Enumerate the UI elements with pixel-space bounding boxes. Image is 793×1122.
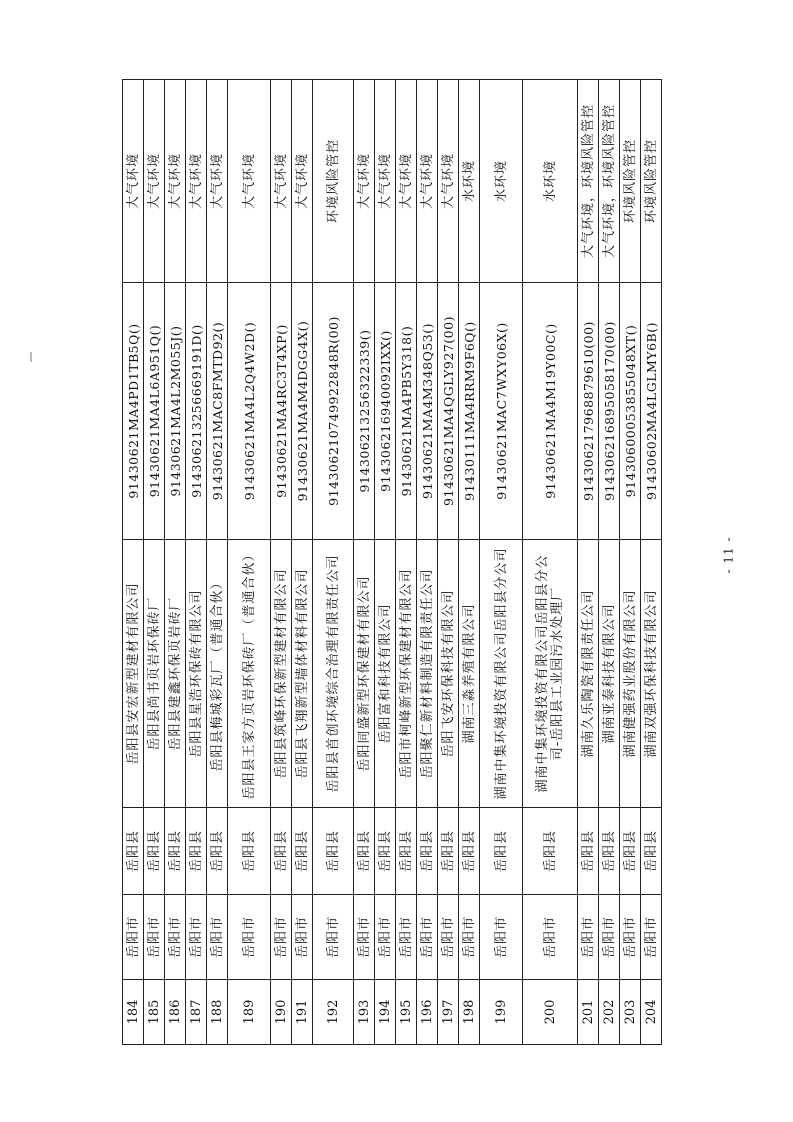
page-number: - 11 - [721, 536, 736, 574]
row-number: 192 [313, 980, 354, 1045]
county-cell: 岳阳县 [186, 808, 207, 895]
county-cell: 岳阳县 [417, 808, 438, 895]
environment-type: 大气环境 [165, 80, 186, 283]
city-cell: 岳阳市 [438, 895, 459, 980]
county-cell: 岳阳县 [292, 808, 313, 895]
row-number: 194 [375, 980, 396, 1045]
city-cell: 岳阳市 [144, 895, 165, 980]
environment-type: 大气环境，环境风险管控 [578, 80, 599, 283]
row-number: 201 [578, 980, 599, 1045]
company-name: 湖南中集环境投资有限公司岳阳县分公司 [480, 540, 523, 808]
county-cell: 岳阳县 [620, 808, 641, 895]
credit-code: 91430621MAC7WXY06X() [480, 283, 523, 540]
credit-code: 91430602MA4LGLMY6B() [641, 283, 662, 540]
table-row [313, 80, 354, 1045]
county-cell: 岳阳县 [599, 808, 620, 895]
table-row [620, 80, 641, 1045]
company-name: 岳阳县星浩环保砖有限公司 [186, 540, 207, 808]
environment-type: 大气环境 [144, 80, 165, 283]
county-cell: 岳阳县 [228, 808, 271, 895]
table-body [123, 80, 662, 1045]
environment-type: 大气环境 [292, 80, 313, 283]
table-row [459, 80, 480, 1045]
row-number: 188 [207, 980, 228, 1045]
city-cell: 岳阳市 [271, 895, 292, 980]
credit-code: 91430621MA4L2M055J() [165, 283, 186, 540]
credit-code: 914306213256322339() [354, 283, 375, 540]
table-row [354, 80, 375, 1045]
company-name: 湖南中集环境投资有限公司岳阳县分公司-岳阳县工业园污水处理厂 [523, 540, 578, 808]
city-cell: 岳阳市 [228, 895, 271, 980]
row-number: 197 [438, 980, 459, 1045]
credit-code: 91430621MA4L6A951Q() [144, 283, 165, 540]
company-name: 湖南双强环保科技有限公司 [641, 540, 662, 808]
environment-type: 大气环境 [271, 80, 292, 283]
table-row [417, 80, 438, 1045]
row-number: 200 [523, 980, 578, 1045]
credit-code: 91430621MA4M4DGG4X() [292, 283, 313, 540]
table-row [228, 80, 271, 1045]
environment-type: 水环境 [459, 80, 480, 283]
city-cell: 岳阳市 [523, 895, 578, 980]
row-number: 198 [459, 980, 480, 1045]
credit-code: 91430111MA4RRM9F6Q() [459, 283, 480, 540]
table-row [375, 80, 396, 1045]
credit-code: 914306213256669191D() [186, 283, 207, 540]
environment-type: 大气环境 [438, 80, 459, 283]
environment-type: 大气环境 [186, 80, 207, 283]
county-cell: 岳阳县 [523, 808, 578, 895]
city-cell: 岳阳市 [578, 895, 599, 980]
environment-type: 大气环境 [354, 80, 375, 283]
company-name: 岳阳县王家方页岩环保砖厂（普通合伙） [228, 540, 271, 808]
credit-code: 914306216895058170(00) [599, 283, 620, 540]
company-name: 湖南久乐陶瓷有限责任公司 [578, 540, 599, 808]
city-cell: 岳阳市 [417, 895, 438, 980]
county-cell: 岳阳县 [207, 808, 228, 895]
credit-code: 91430621MA4M19Y00C() [523, 283, 578, 540]
city-cell: 岳阳市 [186, 895, 207, 980]
company-name: 岳阳市柯峰新型环保建材有限公司 [396, 540, 417, 808]
company-name: 湖南亚泰科技有限公司 [599, 540, 620, 808]
city-cell: 岳阳市 [292, 895, 313, 980]
environment-type: 大气环境 [207, 80, 228, 283]
table-row [144, 80, 165, 1045]
county-cell: 岳阳县 [375, 808, 396, 895]
rotated-table-container [122, 80, 659, 1045]
row-number: 202 [599, 980, 620, 1045]
environment-type: 大气环境 [417, 80, 438, 283]
row-number: 199 [480, 980, 523, 1045]
company-name: 岳阳县筑峰环保新型建材有限公司 [271, 540, 292, 808]
table-row [292, 80, 313, 1045]
company-name: 岳阳县建鑫环保页岩砖厂 [165, 540, 186, 808]
company-name: 岳阳县梅城彩瓦厂（普通合伙） [207, 540, 228, 808]
row-number: 193 [354, 980, 375, 1045]
scan-mark [30, 352, 32, 362]
county-cell: 岳阳县 [144, 808, 165, 895]
city-cell: 岳阳市 [641, 895, 662, 980]
row-number: 186 [165, 980, 186, 1045]
table-row [123, 80, 144, 1045]
county-cell: 岳阳县 [459, 808, 480, 895]
county-cell: 岳阳县 [123, 808, 144, 895]
environment-type: 环境风险管控 [620, 80, 641, 283]
environment-type: 环境风险管控 [641, 80, 662, 283]
credit-code: 91430621MA4M348Q53() [417, 283, 438, 540]
county-cell: 岳阳县 [480, 808, 523, 895]
company-name: 岳阳县飞翔新型墙体材料有限公司 [292, 540, 313, 808]
county-cell: 岳阳县 [313, 808, 354, 895]
table-row [599, 80, 620, 1045]
credit-code: 914306210749922848R(00) [313, 283, 354, 540]
environment-type: 水环境 [523, 80, 578, 283]
row-number: 196 [417, 980, 438, 1045]
row-number: 203 [620, 980, 641, 1045]
city-cell: 岳阳市 [207, 895, 228, 980]
table-row [271, 80, 292, 1045]
environment-type: 环境风险管控 [313, 80, 354, 283]
credit-code: 91430621MA4PB5Y318() [396, 283, 417, 540]
row-number: 190 [271, 980, 292, 1045]
enterprise-table [122, 79, 662, 1045]
county-cell: 岳阳县 [271, 808, 292, 895]
county-cell: 岳阳县 [396, 808, 417, 895]
row-number: 185 [144, 980, 165, 1045]
row-number: 195 [396, 980, 417, 1045]
city-cell: 岳阳市 [480, 895, 523, 980]
credit-code: 91430621MAC8FMTD92() [207, 283, 228, 540]
row-number: 187 [186, 980, 207, 1045]
table-row [165, 80, 186, 1045]
company-name: 岳阳县尚书页岩环保砖厂 [144, 540, 165, 808]
credit-code: 914306217968879610(00) [578, 283, 599, 540]
table-row [186, 80, 207, 1045]
city-cell: 岳阳市 [354, 895, 375, 980]
county-cell: 岳阳县 [438, 808, 459, 895]
credit-code: 91430621MA4RC3T4XP() [271, 283, 292, 540]
table-row [523, 80, 578, 1045]
row-number: 204 [641, 980, 662, 1045]
company-name: 岳阳飞安环保科技有限公司 [438, 540, 459, 808]
city-cell: 岳阳市 [459, 895, 480, 980]
table-row [641, 80, 662, 1045]
county-cell: 岳阳县 [165, 808, 186, 895]
county-cell: 岳阳县 [354, 808, 375, 895]
credit-code: 91430621MA4L2Q4W2D() [228, 283, 271, 540]
city-cell: 岳阳市 [396, 895, 417, 980]
table-row [207, 80, 228, 1045]
environment-type: 大气环境 [396, 80, 417, 283]
credit-code: 914306216940092IXX() [375, 283, 396, 540]
city-cell: 岳阳市 [375, 895, 396, 980]
credit-code: 91430621MA4QGLY927(00) [438, 283, 459, 540]
city-cell: 岳阳市 [313, 895, 354, 980]
company-name: 湖南健强药业股份有限公司 [620, 540, 641, 808]
city-cell: 岳阳市 [165, 895, 186, 980]
credit-code: 91430600053855048XT() [620, 283, 641, 540]
environment-type: 大气环境，环境风险管控 [599, 80, 620, 283]
company-name: 岳阳县首创环境综合治理有限责任公司 [313, 540, 354, 808]
company-name: 岳阳聚仁新材料制造有限责任公司 [417, 540, 438, 808]
row-number: 189 [228, 980, 271, 1045]
table-row [438, 80, 459, 1045]
row-number: 184 [123, 980, 144, 1045]
city-cell: 岳阳市 [123, 895, 144, 980]
credit-code: 91430621MA4PD1TB5Q() [123, 283, 144, 540]
environment-type: 大气环境 [375, 80, 396, 283]
city-cell: 岳阳市 [599, 895, 620, 980]
city-cell: 岳阳市 [620, 895, 641, 980]
environment-type: 大气环境 [228, 80, 271, 283]
company-name: 岳阳富和科技有限公司 [375, 540, 396, 808]
row-number: 191 [292, 980, 313, 1045]
county-cell: 岳阳县 [578, 808, 599, 895]
company-name: 湖南三淼养殖有限公司 [459, 540, 480, 808]
environment-type: 水环境 [480, 80, 523, 283]
company-name: 岳阳县安宏新型建材有限公司 [123, 540, 144, 808]
table-row [480, 80, 523, 1045]
table-row [396, 80, 417, 1045]
county-cell: 岳阳县 [641, 808, 662, 895]
company-name: 岳阳同盛新型环保建材有限公司 [354, 540, 375, 808]
table-row [578, 80, 599, 1045]
environment-type: 大气环境 [123, 80, 144, 283]
